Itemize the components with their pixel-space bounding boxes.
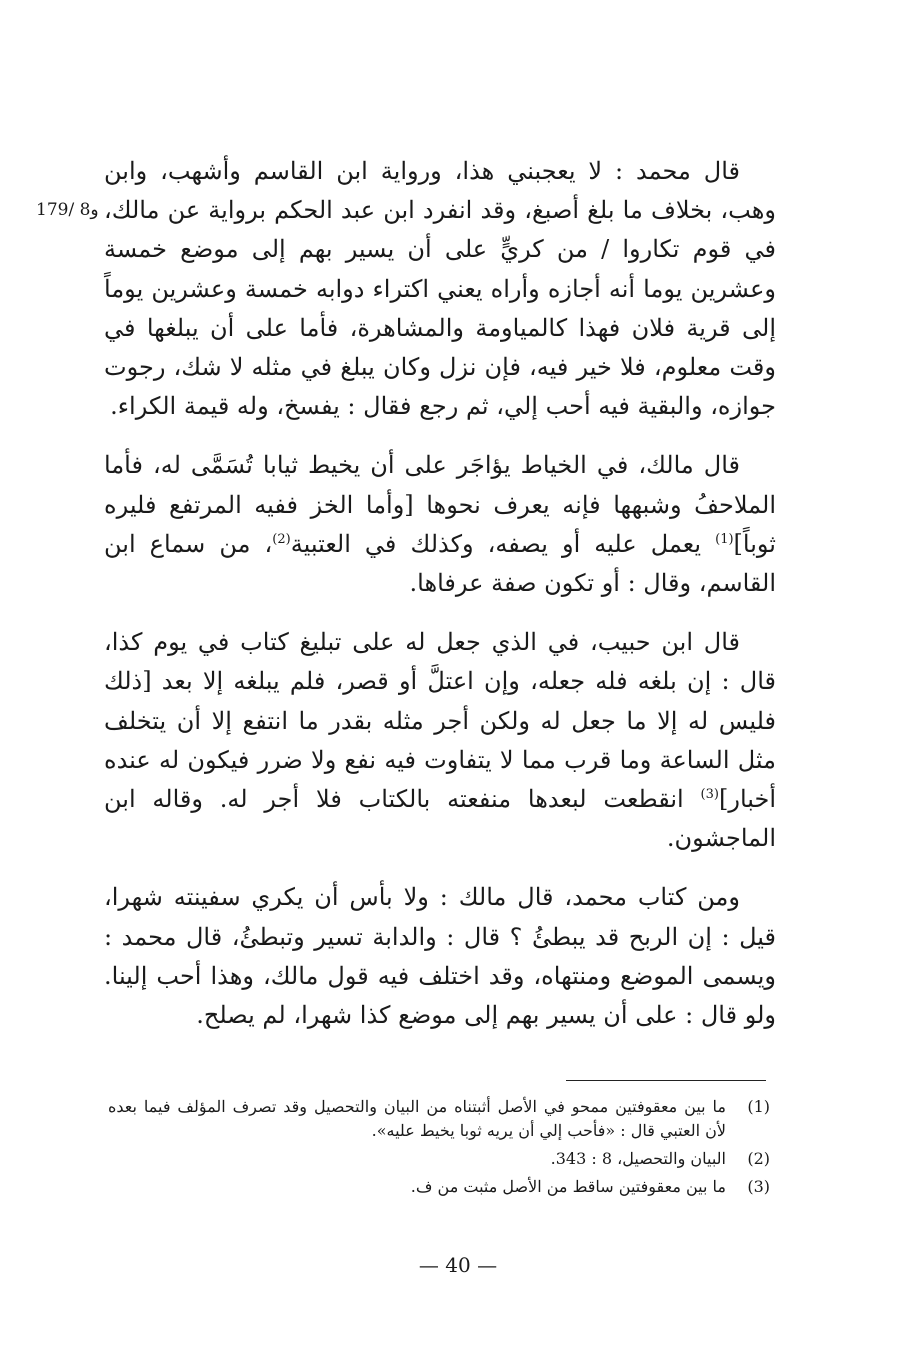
paragraph-4: ومن كتاب محمد، قال مالك : ولا بأس أن يكري سفينته شهرا، قيل : إن الربح قد يبطئُ ؟ قال : والدابة تسير وتبطئُ، قال محمد : ويسمى الموضع ومنتهاه، وقد اختلف فيه قول مالك، وهذا أحب إلينا. ولو قال : على أن يسير بهم إلى موضع كذا شهرا، لم يصلح. xyxy=(104,883,776,1030)
footnote-number: (3) xyxy=(747,1177,770,1196)
footnote-ref-2: (2) xyxy=(272,531,291,547)
paragraph-2 xyxy=(104,446,776,603)
paragraph-3 xyxy=(104,623,776,858)
footnote-item xyxy=(108,1175,770,1199)
paragraph-3-text-end: انقطعت لبعدها منفعته بالكتاب فلا أجر له. وقاله ابن الماجشون. xyxy=(104,785,776,853)
footnote-text: ما بين معقوفتين ساقط من الأصل مثبت من ف. xyxy=(410,1177,726,1196)
paragraph-2-text-end: ، من سماع ابن القاسم، وقال : أو تكون صفة عرفاها. xyxy=(104,529,776,598)
footnote-number: (2) xyxy=(747,1149,770,1168)
footnote-text: ما بين معقوفتين ممحو في الأصل أثبتناه من البيان والتحصيل وقد تصرف المؤلف فيما بعده لأن العتبي قال : «فأحب إلي أن يريه ثوبا يخيط عليه». xyxy=(108,1097,726,1140)
footnote-ref-1: (1) xyxy=(715,531,734,547)
footnote-text: البيان والتحصيل، 8 : 343. xyxy=(550,1149,726,1168)
footnote-item xyxy=(108,1095,770,1143)
page-number: — 40 — xyxy=(418,1253,498,1277)
footnote-ref-3: (3) xyxy=(700,787,719,803)
paragraph-2-text: قال مالك، في الخياط يؤاجَر على أن يخيط ثيابا تُسَمَّى له، فأما الملاحفُ وشبهها فإنه يعرف نحوها [وأما الخز ففيه المرتفع فليره ثوباً] xyxy=(104,451,776,558)
paragraph-3-text: قال ابن حبيب، في الذي جعل له على تبليغ كتاب في يوم كذا، قال : إن بلغه فله جعله، وإن اعتلَّ أو قصر، فلم يبلغه إلا بعد [ذلك فليس له إلا ما جعل له ولكن أجر مثله بقدر ما انتفع إلا أن يتخلف مثل الساعة وما قرب مما لا يتفاوت فيه نفع ولا ضرر فيكون له عنده أخبار] xyxy=(104,628,776,814)
footnote-number: (1) xyxy=(747,1097,770,1116)
paragraph-1: قال محمد : لا يعجبني هذا، ورواية ابن القاسم وأشهب، وابن وهب، بخلاف ما بلغ أصبغ، وقد انفرد ابن عبد الحكم برواية عن مالك، في قوم تكاروا / من كريٍّ على أن يسير بهم إلى موضع خمسة وعشرين يوما أنه أجازه وأراه يعني اكتراء دوابه خمسة وعشرين يوماً إلى قرية فلان فهذا كالمياومة والمشاهرة، فأما على أن يبلغها في وقت معلوم، فلا خير فيه، فإن نزل وكان يبلغ في مثله لا شك، رجوت جوازه، والبقية فيه أحب إلي، ثم رجع فقال : يفسخ، وله قيمة الكراء. xyxy=(104,157,776,421)
main-text xyxy=(104,152,776,1055)
paragraph-2-text-cont: يعمل عليه أو يصفه، وكذلك في العتبية xyxy=(290,529,702,558)
footnote-divider xyxy=(566,1080,766,1081)
footnotes xyxy=(108,1095,770,1203)
footnote-item xyxy=(108,1147,770,1171)
margin-folio-note: 179/ 8و xyxy=(36,200,99,220)
